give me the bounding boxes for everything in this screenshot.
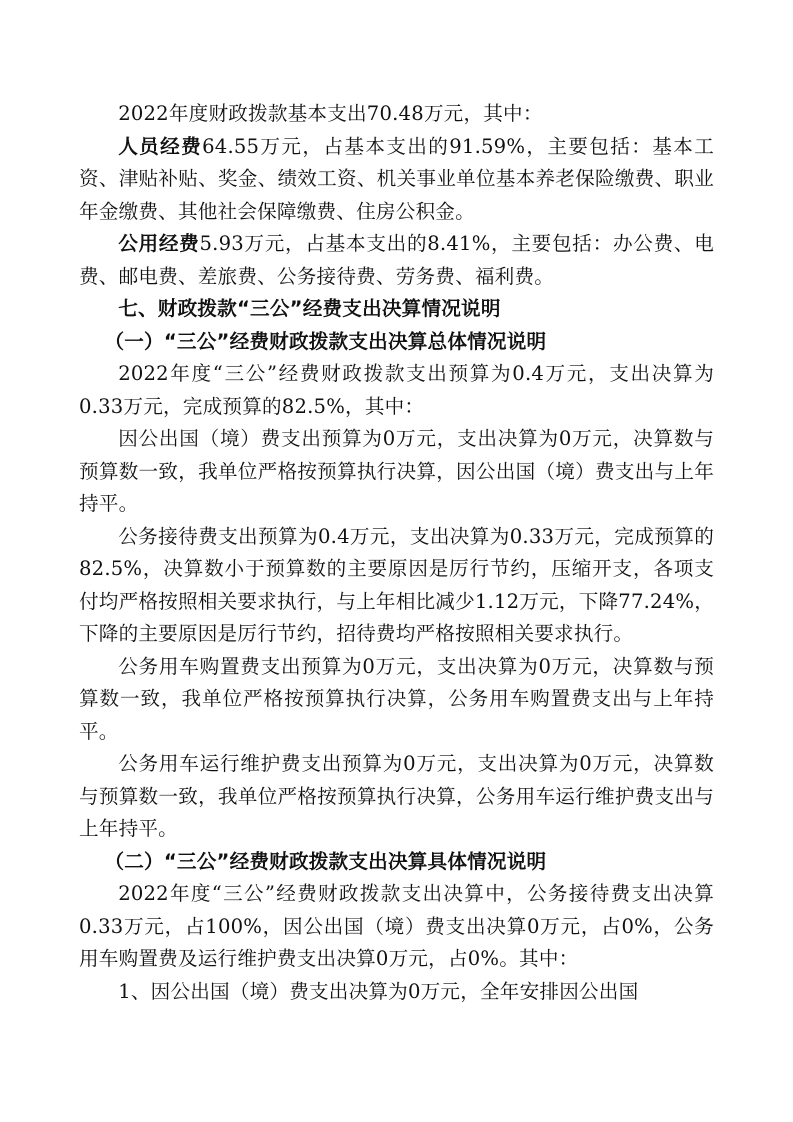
text-personnel-expenses: 64.55万元，占基本支出的91.59%，主要包括：基本工资、津贴补贴、奖金、绩效工资、机关事业单位基本养老保险缴费、职业年金缴费、其他社会保障缴费、住房公积金。: [79, 134, 714, 223]
paragraph-vehicle-operation: 公务用车运行维护费支出预算为0万元，支出决算为0万元，决算数与预算数一致，我单位严格按预算执行决算，公务用车运行维护费支出与上年持平。: [79, 752, 714, 840]
paragraph-basic-expenditure: 2022年度财政拨款基本支出70.48万元，其中：: [118, 102, 543, 125]
paragraph-three-public-details: 2022年度“三公”经费财政拨款支出决算中，公务接待费支出决算0.33万元，占100%，因公出国（境）费支出决算0万元，占0%，公务用车购置费及运行维护费支出决算0万元，占0%。其中：: [79, 882, 714, 970]
paragraph-personnel-expenses: [79, 131, 714, 229]
paragraph-overseas-detail: 1、因公出国（境）费支出决算为0万元，全年安排因公出国: [118, 979, 639, 1003]
paragraph-vehicle-purchase: 公务用车购置费支出预算为0万元，支出决算为0万元，决算数与预算数一致，我单位严格按预算执行决算，公务用车购置费支出与上年持平。: [79, 654, 714, 743]
heading-subsection-two: （二）“三公”经费财政拨款支出决算具体情况说明: [104, 849, 547, 873]
paragraph-official-reception: 公务接待费支出预算为0.4万元，支出决算为0.33万元，完成预算的82.5%，决算数小于预算数的主要原因是厉行节约，压缩开支，各项支付均严格按照相关要求执行，与上年相比减少1.12万元，下降77.24%，下降的主要原因是厉行节约，招待费均严格按照相关要求执行。: [79, 524, 714, 645]
paragraph-three-public-overall: 2022年度“三公”经费财政拨款支出预算为0.4万元，支出决算为0.33万元，完成预算的82.5%，其中：: [79, 362, 714, 418]
label-personnel-expenses: 人员经费: [118, 134, 203, 158]
paragraph-overseas-travel: 因公出国（境）费支出预算为0万元，支出决算为0万元，决算数与预算数一致，我单位严格按预算执行决算，因公出国（境）费支出与上年持平。: [79, 427, 714, 515]
label-public-expenses: 公用经费: [118, 232, 200, 255]
heading-section-seven: 七、财政拨款“三公”经费支出决算情况说明: [118, 297, 501, 320]
text-public-expenses: 5.93万元，占基本支出的8.41%，主要包括：办公费、电费、邮电费、差旅费、公务接待费、劳务费、福利费。: [79, 232, 714, 288]
paragraph-public-expenses: [79, 228, 714, 293]
heading-subsection-one: （一）“三公”经费财政拨款支出决算总体情况说明: [104, 329, 547, 353]
